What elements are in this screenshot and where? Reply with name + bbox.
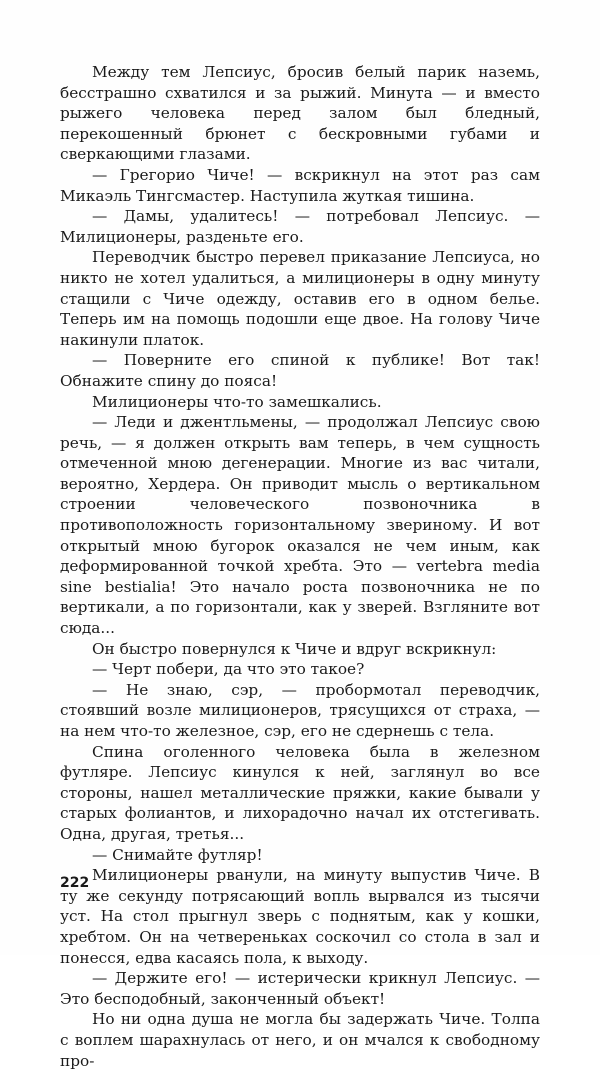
paragraph: Но ни одна душа не могла бы задержать Чиче. Толпа с воплем шарахнулась от него, и он мчался к свободному про- — [60, 1010, 540, 1070]
paragraph: — Черт побери, да что это такое? — [92, 660, 365, 679]
page-number: 222 — [60, 875, 90, 891]
paragraph: — Поверните его спиной к публике! Вот так! Обнажите спину до пояса! — [60, 351, 540, 390]
paragraph: Между тем Лепсиус, бросив белый парик наземь, бесстрашно схватился и за рыжий. Минута — и вместо рыжего человека перед залом был бледный, перекошенный брюнет с бескровными губами и сверкающими глазами. — [60, 63, 540, 164]
paragraph: Он быстро повернулся к Чиче и вдруг вскрикнул: — [92, 639, 497, 658]
paragraph: — Грегорио Чиче! — вскрикнул на этот раз сам Микаэль Тингсмастер. Наступила жуткая тишина. — [60, 165, 540, 205]
paragraph: — Дамы, удалитесь! — потребовал Лепсиус. — Милиционеры, разденьте его. — [60, 207, 540, 246]
paragraph: — Держите его! — истерически крикнул Лепсиус. — Это бесподобный, законченный объект! — [60, 969, 540, 1008]
paragraph: — Снимайте футляр! — [92, 845, 263, 864]
paragraph: Переводчик быстро перевел приказание Лепсиуса, но никто не хотел удалиться, а милиционеры в одну минуту стащили с Чиче одежду, оставив его в одном белье. Теперь им на помощь подошли еще двое. На голову Чиче накинули платок. — [60, 248, 540, 349]
paragraph: — Не знаю, сэр, — пробормотал переводчик, стоявший возле милиционеров, трясущихся от страха, — на нем что-то железное, сэр, его не сдернешь с тела. — [60, 680, 540, 740]
paragraph: Милиционеры рванули, на минуту выпустив Чиче. В ту же секунду потрясающий вопль вырвался из тысячи уст. На стол прыгнул зверь с поднятым, как у кошки, хребтом. Он на четвереньках соскочил со стола в зал и понесся, едва касаясь пола, к выходу. — [60, 866, 540, 967]
paragraph: Спина оголенного человека была в железном футляре. Лепсиус кинулся к ней, заглянул во все стороны, нашел металлические пряжки, какие бывали у старых фолиантов, и лихорадочно начал их отстегивать. Одна, другая, третья... — [60, 742, 540, 843]
body-text — [60, 62, 540, 1071]
paragraph: Милиционеры что-то замешкались. — [92, 392, 382, 411]
paragraph: — Леди и джентльмены, — продолжал Лепсиус свою речь, — я должен открыть вам теперь, в чем сущность отмеченной мною дегенерации. Многие из вас читали, вероятно, Хердера. Он приводит мысль о вертикальном строении человеческого позвоночника в противоположность горизонтальному звериному. И вот открытый мною бугорок оказался не чем иным, как деформированной точкой хребта. Это — vertebra media sine bestialia! Это начало роста позвоночника не по вертикали, а по горизонтали, как у зверей. Взгляните вот сюда... — [60, 413, 540, 638]
